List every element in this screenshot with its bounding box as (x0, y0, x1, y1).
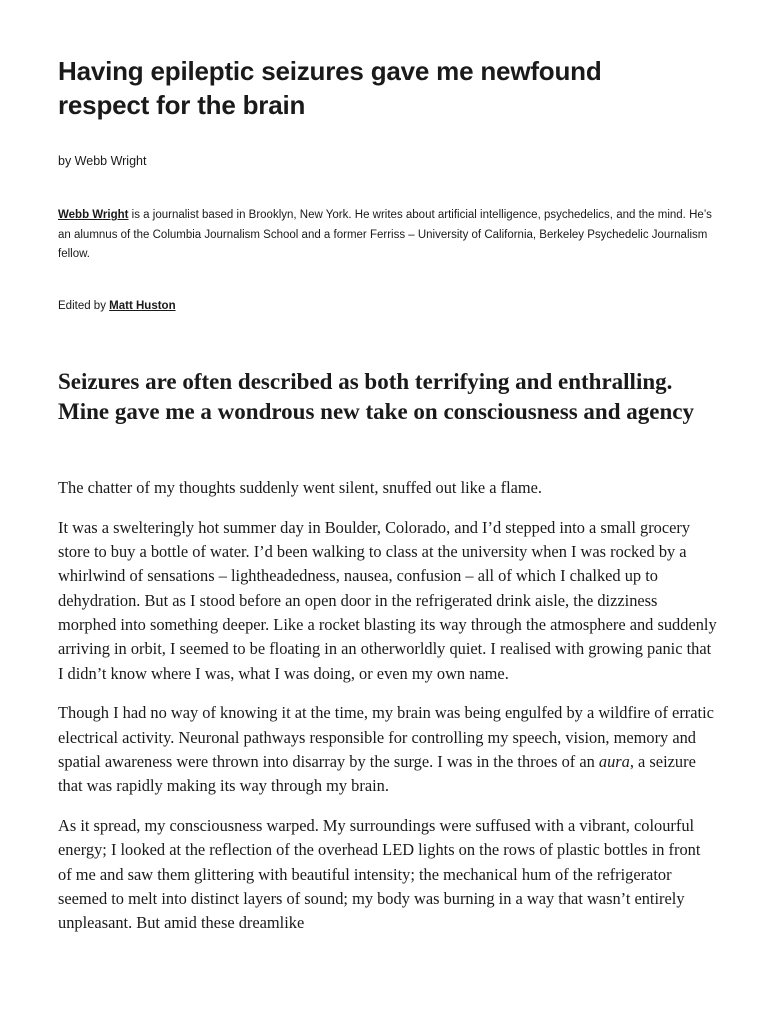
author-link[interactable]: Webb Wright (58, 209, 129, 221)
body-paragraph: It was a swelteringly hot summer day in Boulder, Colorado, and I’d stepped into a small grocery store to buy a bottle of water. I’d been walking to class at the university when I was rocked by a whirlwind of sensations – lightheadedness, nausea, confusion – all of which I chalked up to dehydration. But as I stood before an open door in the refrigerated drink aisle, the dizziness morphed into something deeper. Like a rocket blasting its way through the atmosphere and suddenly arriving in orbit, I seemed to be floating in an otherworldly quiet. I realised with growing panic that I didn’t know where I was, what I was doing, or even my own name. (58, 517, 717, 683)
article-title: Having epileptic seizures gave me newfound respect for the brain (58, 56, 602, 120)
emphasis-term: aura (598, 751, 630, 771)
body-paragraph: As it spread, my consciousness warped. My surroundings were suffused with a vibrant, colourful energy; I looked at the reflection of the overhead LED lights on the rows of plastic bottles in front of me and saw them glittering with beautiful intensity; the mechanical hum of the refrigerator seemed to melt into distinct layers of sound; my body was burning in a way that wasn’t entirely unpleasant. But amid these dreamlike (58, 816, 701, 933)
standfirst: Seizures are often described as both terrifying and enthralling. Mine gave me a wondrous new take on consciousness and agency (58, 369, 694, 424)
editor-link[interactable]: Matt Huston (109, 300, 176, 312)
author-bio-text: is a journalist based in Brooklyn, New York. He writes about artificial intelligence, psychedelics, and the mind. He’s an alumnus of the Columbia Journalism School and a former Ferriss – University of California, Berkeley Psychedelic Journalism fellow. (58, 209, 712, 260)
edited-by-label: Edited by (58, 300, 110, 312)
article-body (58, 476, 718, 951)
edited-by (58, 300, 176, 312)
body-paragraph (58, 701, 718, 798)
byline: by Webb Wright (58, 154, 147, 168)
paragraph-text: , a seizure that was rapidly making its way through my brain. (58, 751, 696, 796)
paragraph-text: Though I had no way of knowing it at the time, my brain was being engulfed by a wildfire of erratic electrical activity. Neuronal pathways responsible for controlling my speech, vision, memory and spatial awareness were thrown into disarray by the surge. I was in the throes of an (58, 703, 714, 771)
body-paragraph: The chatter of my thoughts suddenly went silent, snuffed out like a flame. (58, 478, 543, 497)
author-bio (58, 206, 718, 265)
